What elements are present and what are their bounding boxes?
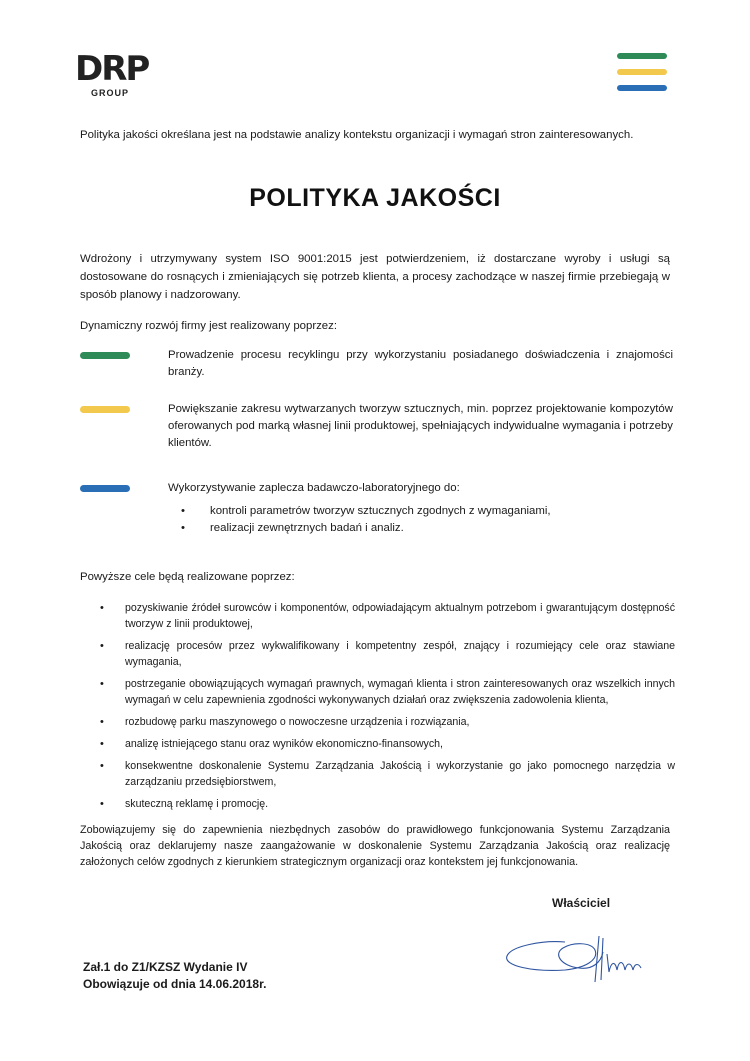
stripe-green — [617, 53, 667, 59]
bullet: • — [100, 798, 104, 810]
list-item — [175, 520, 655, 537]
list-item-text: pozyskiwanie źródeł surowców i komponentów, odpowiadającym aktualnym potrzebom i gwarantującym dostępność tworzyw z linii produktowej, — [125, 602, 675, 630]
point-text: Powiększanie zakresu wytwarzanych tworzyw sztucznych, min. poprzez projektowanie kompozytów oferowanych pod marką własnej linii produktowej, spełniających indywidualne wymagania i potrzeby klientów. — [168, 403, 673, 449]
footer — [83, 959, 266, 993]
point-text: Prowadzenie procesu recyklingu przy wykorzystaniu posiadanego doświadczenia i znajomości branży. — [168, 349, 673, 378]
list-item — [100, 796, 675, 812]
list-item — [175, 503, 655, 520]
logo-subtitle: GROUP — [91, 88, 130, 98]
point-plastics — [80, 401, 680, 455]
list-item-text: realizację procesów przez wykwalifikowany i kompetentny zespół, znający i rozumiejący cele oraz stawiane wymagania, — [125, 640, 675, 668]
point-text: Wykorzystywanie zaplecza badawczo-laboratoryjnego do: — [168, 482, 460, 494]
laboratory-sub-list — [175, 503, 655, 537]
list-item — [100, 736, 675, 752]
list-item-text: skuteczną reklamę i promocję. — [125, 798, 269, 810]
closing-statement: Zobowiązujemy się do zapewnienia niezbędnych zasobów do prawidłowego funkcjonowania Systemu Zarządzania Jakością oraz deklarujemy nasze zaangażowanie w doskonalenie Systemu Zarządzania Jakością oraz realizację założonych celów zgodnych z kierunkiem strategicznym organizacji oraz kontekstem jej funkcjonowania. — [80, 824, 670, 868]
pill-yellow — [80, 406, 130, 413]
list-item-text: postrzeganie obowiązujących wymagań prawnych, wymagań klienta i stron zainteresowanych oraz wszelkich innych wymagań w celu zapewnienia zgodności wykonywanych działań oraz zwiększenia zadowolenia klienta, — [125, 678, 675, 706]
goals-list — [100, 600, 675, 818]
bullet: • — [100, 640, 104, 652]
bullet: • — [181, 505, 185, 517]
bullet: • — [100, 602, 104, 614]
goals-intro: Powyższe cele będą realizowane poprzez: — [80, 571, 295, 583]
list-item — [100, 714, 675, 730]
decorative-stripes — [617, 53, 667, 101]
bullet: • — [100, 738, 104, 750]
stripe-yellow — [617, 69, 667, 75]
paragraph-iso: Wdrożony i utrzymywany system ISO 9001:2015 jest potwierdzeniem, iż dostarczane wyroby i usługi są dostosowane do rosnących i zmieniających się potrzeb klienta, a procesy zachodzące w naszej firmie przebiegają w sposób planowy i nadzorowany. — [80, 253, 670, 301]
page-title: POLITYKA JAKOŚCI — [249, 184, 501, 212]
list-item-text: konsekwentne doskonalenie Systemu Zarządzania Jakością i wykorzystanie go jako pomocnego narzędzia w zarządzaniu przedsiębiorstwem, — [125, 760, 675, 788]
owner-label: Właściciel — [552, 896, 611, 910]
pill-blue — [80, 485, 130, 492]
list-item-text: realizacji zewnętrznych badań i analiz. — [210, 522, 404, 534]
list-item-text: analizę istniejącego stanu oraz wyników ekonomiczno-finansowych, — [125, 738, 443, 750]
list-item — [100, 600, 675, 632]
company-logo — [75, 49, 149, 100]
point-laboratory — [80, 480, 680, 500]
bullet: • — [181, 522, 185, 534]
bullet: • — [100, 678, 104, 690]
list-item-text: kontroli parametrów tworzyw sztucznych zgodnych z wymaganiami, — [210, 505, 551, 517]
footer-line-valid-from: Obowiązuje od dnia 14.06.2018r. — [83, 977, 267, 991]
footer-line-annex: Zał.1 do Z1/KZSZ Wydanie IV — [83, 960, 248, 974]
logo-mark: DRP — [75, 49, 149, 89]
point-recycling — [80, 347, 680, 387]
pill-green — [80, 352, 130, 359]
list-item-text: rozbudowę parku maszynowego o nowoczesne urządzenia i rozwiązania, — [125, 716, 470, 728]
bullet: • — [100, 716, 104, 728]
paragraph-development: Dynamiczny rozwój firmy jest realizowany poprzez: — [80, 320, 338, 332]
list-item — [100, 758, 675, 790]
bullet: • — [100, 760, 104, 772]
signature-image — [503, 932, 653, 988]
list-item — [100, 676, 675, 708]
intro-text: Polityka jakości określana jest na podstawie analizy kontekstu organizacji i wymagań stron zainteresowanych. — [80, 129, 634, 141]
list-item — [100, 638, 675, 670]
stripe-blue — [617, 85, 667, 91]
